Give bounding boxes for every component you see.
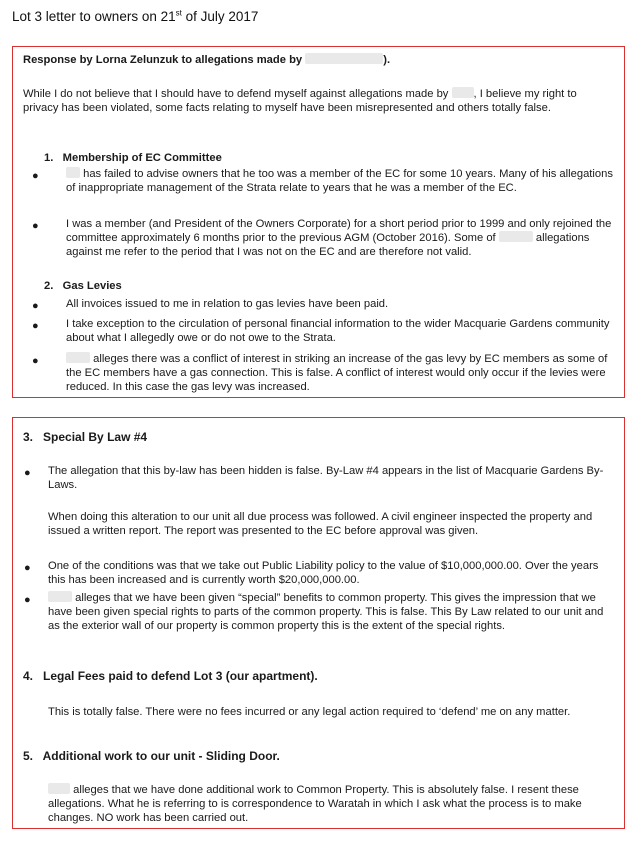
section-2-heading	[44, 279, 614, 293]
page-title	[12, 8, 258, 24]
section-1-bullet-2	[66, 217, 614, 259]
section-5-number: 5.	[23, 749, 34, 763]
section-3-bullet-3-text: alleges that we have been given “special” benefits to common property. This gives the impression that we have been given special rights to parts of the common property. This is false. This By Law related to our unit and as the exterior wall of our property is common property this is the extent of the special rights.	[48, 592, 604, 632]
section-3-bullet-2-text: One of the conditions was that we take out Public Liability policy to the value of $10,000,000.00. Over the years this has been increased and is currently worth $20,000,000.00.	[48, 560, 599, 586]
section-2-title: Gas Levies	[62, 280, 122, 292]
section-4-heading	[23, 669, 614, 683]
intro-part-b: , I believe my right to privacy has been violated, some facts relating to myself have been misrepresented and others totally false.	[23, 88, 577, 114]
redacted-name	[48, 591, 72, 602]
section-5-paragraph-text: alleges that we have done additional work to Common Property. This is absolutely false. I resent these allegations. What he is referring to is correspondence to Waratah in which I ask what the process is to make changes. NO work has been carried out.	[48, 784, 582, 824]
redacted-name	[452, 87, 474, 98]
redacted-name	[48, 783, 70, 794]
section-1-title: Membership of EC Committee	[62, 152, 222, 164]
section-2-number: 2.	[44, 280, 54, 292]
section-4-number: 4.	[23, 669, 34, 683]
response-heading-text: Response by Lorna Zelunzuk to allegations made by	[23, 54, 303, 66]
intro-paragraph	[23, 87, 614, 115]
bullet-icon: ●	[32, 355, 39, 367]
section-5-paragraph	[48, 783, 614, 825]
section-1-bullet-2-text-b: allegations against me refer to the period that I was not on the EC and are therefore not valid.	[66, 232, 590, 258]
section-1-number: 1.	[44, 152, 54, 164]
section-3-number: 3.	[23, 430, 34, 444]
section-5-heading	[23, 749, 614, 763]
redacted-name	[66, 352, 90, 363]
section-2-bullet-1	[66, 297, 614, 311]
section-1-bullet-2-text-a: I was a member (and President of the Owners Corporate) for a short period prior to 1999 and only rejoined the committee approximately 6 months prior to the previous AGM (October 2016). Some of	[66, 218, 612, 244]
bullet-icon: ●	[24, 594, 31, 606]
section-1-bullet-1-text: has failed to advise owners that he too was a member of the EC for some 10 years. Many of his allegations of inappropriate management of the Strata relate to years that he was a member of the EC.	[66, 168, 613, 194]
section-2-bullet-3-text: alleges there was a conflict of interest in striking an increase of the gas levy by EC members as some of the EC members have a gas connection. This is false. A conflict of interest would only occur if the levies were reduced. In this case the gas levy was increased.	[66, 353, 608, 393]
section-4-paragraph	[48, 705, 614, 719]
response-box-1	[12, 46, 625, 398]
section-2-bullet-2	[66, 317, 614, 345]
response-heading-end: ).	[383, 54, 391, 66]
intro-part-a: While I do not believe that I should have to defend myself against allegations made by	[23, 88, 449, 100]
section-5-title: Additional work to our unit - Sliding Door.	[42, 749, 280, 763]
section-3-paragraph	[48, 510, 614, 538]
bullet-icon: ●	[24, 562, 31, 574]
section-1-heading	[44, 151, 614, 165]
section-4-paragraph-text: This is totally false. There were no fees incurred or any legal action required to ‘defend’ me on any matter.	[48, 706, 571, 718]
section-2-bullet-2-text: I take exception to the circulation of personal financial information to the wider Macquarie Gardens community about what I allegedly owe or do not owe to the Strata.	[66, 318, 610, 344]
section-2-bullet-1-text: All invoices issued to me in relation to gas levies have been paid.	[66, 298, 389, 310]
section-3-bullet-1	[48, 464, 614, 492]
response-box-2	[12, 417, 625, 829]
page-title-text: Lot 3 letter to owners on 21st of July 2017	[12, 8, 259, 24]
bullet-icon: ●	[24, 467, 31, 479]
section-3-bullet-3	[48, 591, 614, 633]
redacted-name	[66, 167, 80, 178]
section-1-bullet-1	[66, 167, 614, 195]
section-4-title: Legal Fees paid to defend Lot 3 (our apartment).	[43, 669, 318, 683]
redacted-name	[499, 231, 533, 242]
section-3-bullet-2	[48, 559, 614, 587]
section-3-paragraph-text: When doing this alteration to our unit all due process was followed. A civil engineer inspected the property and issued a written report. The report was presented to the EC before approval was given.	[48, 511, 593, 537]
section-3-title: Special By Law #4	[43, 430, 148, 444]
response-heading	[23, 53, 614, 67]
bullet-icon: ●	[32, 320, 39, 332]
section-3-bullet-1-text: The allegation that this by-law has been hidden is false. By-Law #4 appears in the list of Macquarie Gardens By-Laws.	[48, 465, 604, 491]
bullet-icon: ●	[32, 170, 39, 182]
section-3-heading	[23, 430, 614, 444]
redacted-name	[305, 53, 383, 64]
bullet-icon: ●	[32, 300, 39, 312]
bullet-icon: ●	[32, 220, 39, 232]
section-2-bullet-3	[66, 352, 614, 394]
